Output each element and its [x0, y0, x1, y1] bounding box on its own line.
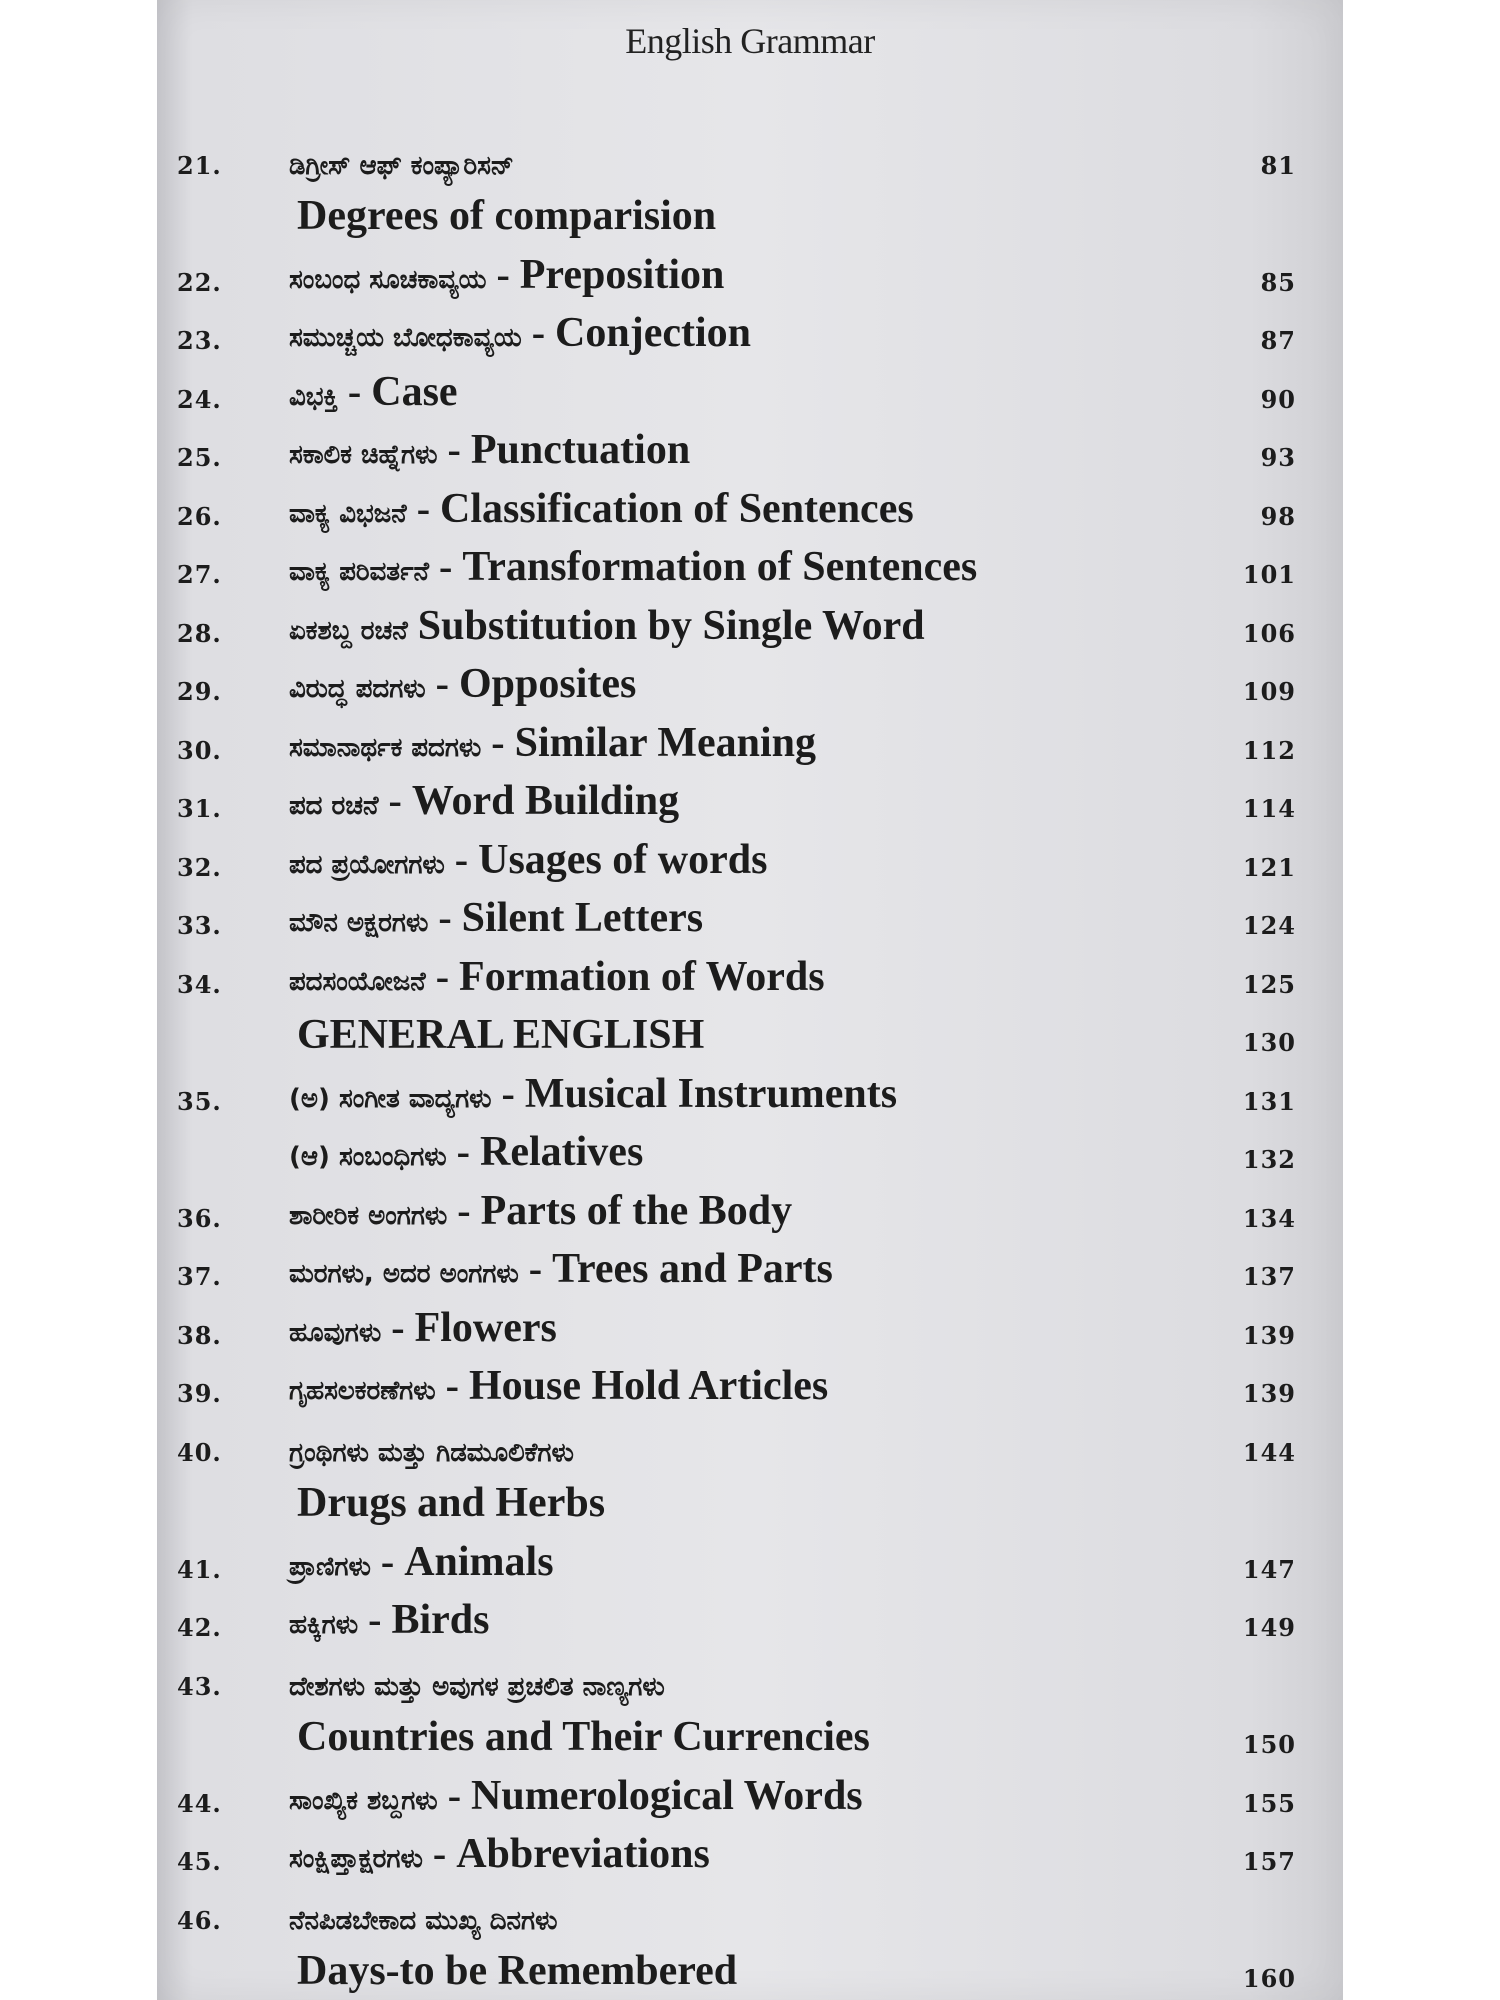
toc-entry — [157, 303, 1343, 362]
english-title: Usages of words — [478, 836, 768, 883]
toc-entry-number: 27. — [177, 560, 222, 589]
toc-entry-title — [289, 251, 724, 299]
title-separator: - — [422, 1831, 457, 1876]
toc-entry-page: 157 — [1242, 1847, 1296, 1876]
english-title: Days-to be Remembered — [297, 1948, 738, 1994]
toc-entry — [157, 946, 1343, 1005]
toc-entry-number: 31. — [177, 794, 222, 823]
toc-entry — [157, 771, 1343, 830]
toc-entry-page: 106 — [1242, 618, 1296, 648]
title-separator: - — [370, 1538, 405, 1584]
english-title: House Hold Articles — [468, 1363, 829, 1409]
toc-entry-title — [289, 1672, 665, 1703]
toc-entry-title — [289, 1187, 792, 1235]
english-title: Flowers — [414, 1304, 557, 1351]
title-separator: - — [428, 895, 462, 940]
toc-entry — [157, 1005, 1343, 1064]
toc-entry — [157, 1356, 1343, 1415]
english-title: Word Building — [411, 778, 680, 824]
toc-entry — [157, 361, 1343, 420]
page-title: English Grammar — [625, 21, 875, 61]
kannada-title: ಪದ ರಚನೆ — [289, 791, 379, 821]
title-separator: - — [435, 1363, 469, 1408]
toc-entry-title — [289, 1596, 489, 1644]
toc-entry-number: 45. — [177, 1847, 222, 1876]
toc-entry-title — [297, 1947, 737, 1995]
toc-entry — [157, 186, 1343, 245]
kannada-title: ವಾಕ್ಯ ವಿಭಜನೆ — [289, 498, 407, 529]
english-title: Opposites — [459, 661, 637, 707]
toc-entry — [157, 829, 1343, 888]
toc-entry-page: 132 — [1242, 1145, 1296, 1174]
toc-entry-page: 85 — [1260, 267, 1296, 297]
toc-entry-page: 134 — [1242, 1203, 1296, 1233]
english-title: Preposition — [519, 251, 725, 298]
kannada-title: ವಾಕ್ಯ ಪರಿವರ್ತನೆ — [289, 557, 430, 587]
toc-entry — [157, 244, 1343, 303]
toc-entry-page: 144 — [1242, 1437, 1296, 1467]
english-title: Formation of Words — [459, 953, 825, 1000]
toc-entry — [157, 1824, 1343, 1883]
english-title: Trees and Parts — [552, 1246, 833, 1292]
table-of-contents — [157, 127, 1343, 1999]
toc-entry — [157, 1297, 1343, 1356]
toc-entry-page: 124 — [1242, 911, 1296, 940]
kannada-title: ಡಿಗ್ರೀಸ್ ಆಫ್ ಕಂಪ್ಯಾರಿಸನ್ — [289, 150, 514, 181]
toc-entry-title — [297, 1713, 870, 1761]
kannada-title: ಪದ ಪ್ರಯೋಗಗಳು — [289, 849, 445, 880]
toc-entry-number: 41. — [177, 1554, 222, 1584]
kannada-title: ಪದಸಂಯೋಜನೆ — [289, 966, 426, 997]
toc-entry-number: 42. — [177, 1613, 222, 1642]
english-title: Animals — [404, 1538, 554, 1585]
toc-entry-page: 109 — [1242, 677, 1296, 706]
toc-entry-title — [289, 602, 925, 650]
kannada-title: ಸಂಕ್ಷಿಪ್ತಾಕ್ಷರಗಳು — [289, 1844, 423, 1874]
toc-entry-page: 149 — [1242, 1613, 1296, 1642]
toc-entry-title — [289, 1304, 557, 1352]
toc-entry-title — [289, 1438, 574, 1469]
toc-entry-title — [289, 719, 816, 767]
title-separator: - — [381, 1304, 415, 1350]
english-title: Parts of the Body — [480, 1187, 793, 1234]
toc-entry-title — [289, 368, 458, 416]
toc-entry — [157, 712, 1343, 771]
toc-entry-page: 155 — [1242, 1788, 1296, 1818]
toc-entry-number: 30. — [177, 735, 222, 765]
toc-entry — [157, 1063, 1343, 1122]
kannada-title: ಹಕ್ಕಿಗಳು — [289, 1610, 359, 1640]
toc-entry-page: 147 — [1242, 1554, 1296, 1584]
toc-entry-title — [297, 1479, 605, 1527]
toc-entry-page: 150 — [1242, 1730, 1296, 1759]
toc-entry-number: 46. — [177, 1905, 222, 1935]
english-title: Case — [371, 368, 458, 415]
toc-entry — [157, 1707, 1343, 1766]
toc-entry-number: 38. — [177, 1320, 222, 1350]
toc-entry-number: 43. — [177, 1671, 222, 1701]
toc-entry-number: 35. — [177, 1086, 222, 1116]
english-title: Conjection — [555, 310, 752, 356]
toc-entry — [157, 1648, 1343, 1707]
toc-entry-page: 130 — [1242, 1028, 1296, 1057]
toc-entry-title — [289, 894, 703, 942]
toc-entry-page: 112 — [1242, 735, 1296, 765]
toc-entry-title — [289, 485, 914, 533]
english-title: Countries and Their Currencies — [297, 1714, 870, 1760]
kannada-title: (ಅ) ಸಂಗೀತ ವಾದ್ಯಗಳು — [289, 1083, 492, 1114]
kannada-title: (ಆ) ಸಂಬಂಧಿಗಳು — [289, 1142, 447, 1172]
title-separator: - — [437, 427, 471, 472]
toc-entry — [157, 420, 1343, 479]
kannada-title: ನೆನಪಿಡಬೇಕಾದ ಮುಖ್ಯ ದಿನಗಳು — [289, 1905, 558, 1936]
toc-entry-title — [289, 1362, 828, 1410]
toc-entry-page: 137 — [1242, 1262, 1296, 1291]
toc-entry-title — [289, 1538, 554, 1586]
toc-entry-title — [289, 1772, 863, 1820]
toc-entry-page: 101 — [1242, 560, 1296, 589]
title-separator: - — [447, 1187, 481, 1233]
toc-entry-number: 24. — [177, 384, 222, 414]
kannada-title: ಹೂವುಗಳು — [289, 1317, 382, 1348]
toc-entry-number: 39. — [177, 1379, 222, 1408]
kannada-title: ಸಾಂಖ್ಯಿಕ ಶಬ್ದಗಳು — [289, 1785, 438, 1816]
toc-entry-title — [289, 426, 690, 474]
kannada-title: ಶಾರೀರಿಕ ಅಂಗಗಳು — [289, 1200, 448, 1231]
english-title: Substitution by Single Word — [417, 602, 925, 649]
toc-entry-page: 131 — [1242, 1086, 1296, 1116]
toc-entry — [157, 1882, 1343, 1941]
toc-entry — [157, 1590, 1343, 1649]
toc-entry-number: 40. — [177, 1437, 222, 1467]
english-title: Numerological Words — [471, 1772, 863, 1819]
toc-entry-page: 90 — [1260, 384, 1296, 414]
toc-entry-title — [289, 1245, 833, 1293]
toc-entry-title — [289, 1830, 710, 1878]
toc-entry-title — [289, 953, 825, 1001]
title-separator: - — [446, 1129, 480, 1174]
english-title: Silent Letters — [461, 895, 704, 941]
kannada-title: ಸಮುಚ್ಚಯ ಬೋಧಕಾವ್ಯಯ — [289, 323, 522, 353]
toc-entry-number: 29. — [177, 677, 222, 706]
title-separator: - — [337, 368, 372, 414]
english-title: Relatives — [480, 1129, 644, 1175]
toc-entry-title — [289, 1070, 897, 1118]
title-separator: - — [425, 661, 459, 706]
kannada-title: ವಿರುದ್ಧ ಪದಗಳು — [289, 674, 426, 704]
toc-entry — [157, 595, 1343, 654]
kannada-title: ಗೃಹಸಲಕರಣೆಗಳು — [289, 1376, 436, 1406]
toc-entry — [157, 654, 1343, 713]
toc-entry-number: 22. — [177, 267, 222, 297]
toc-entry-title — [289, 151, 514, 182]
title-separator: - — [521, 310, 556, 355]
title-separator: - — [378, 778, 412, 823]
toc-entry-title — [289, 309, 751, 357]
toc-entry-number: 33. — [177, 911, 222, 940]
kannada-title: ಗ್ರಂಥಿಗಳು ಮತ್ತು ಗಿಡಮೂಲಿಕೆಗಳು — [289, 1437, 574, 1468]
toc-entry — [157, 1941, 1343, 2000]
toc-entry-number: 28. — [177, 618, 222, 648]
toc-entry-number: 26. — [177, 501, 222, 531]
english-title: GENERAL ENGLISH — [297, 1012, 705, 1058]
toc-entry-number: 21. — [177, 150, 222, 180]
toc-entry — [157, 888, 1343, 947]
title-separator: - — [437, 1772, 472, 1818]
toc-entry — [157, 1473, 1343, 1532]
toc-entry-page: 160 — [1242, 1964, 1296, 1993]
toc-entry-page: 139 — [1242, 1320, 1296, 1350]
toc-entry-title — [297, 1011, 704, 1059]
toc-entry-page: 114 — [1242, 794, 1296, 823]
toc-entry-page: 87 — [1260, 326, 1296, 355]
kannada-title: ಸಕಾಲಿಕ ಚಿಹ್ನೆಗಳು — [289, 440, 438, 470]
toc-entry-number: 25. — [177, 443, 222, 472]
english-title: Abbreviations — [456, 1831, 710, 1877]
english-title: Similar Meaning — [514, 719, 817, 766]
toc-entry-page: 93 — [1260, 443, 1296, 472]
title-separator — [408, 603, 418, 648]
toc-entry-number: 23. — [177, 326, 222, 355]
toc-entry-number: 37. — [177, 1262, 222, 1291]
title-separator: - — [425, 953, 460, 999]
kannada-title: ಸಂಬಂಧ ಸೂಚಕಾವ್ಯಯ — [289, 264, 487, 295]
english-title: Drugs and Herbs — [297, 1480, 606, 1526]
toc-entry — [157, 1180, 1343, 1239]
toc-entry-page: 121 — [1242, 852, 1296, 882]
title-separator: - — [481, 719, 515, 765]
toc-entry — [157, 1122, 1343, 1181]
toc-entry-number: 32. — [177, 852, 222, 882]
toc-entry-number: 44. — [177, 1788, 222, 1818]
toc-entry-title — [289, 1128, 643, 1176]
title-separator: - — [491, 1070, 525, 1116]
kannada-title: ದೇಶಗಳು ಮತ್ತು ಅವುಗಳ ಪ್ರಚಲಿತ ನಾಣ್ಯಗಳು — [289, 1671, 665, 1702]
book-page — [157, 0, 1343, 2000]
title-separator: - — [429, 544, 463, 589]
toc-entry-number: 36. — [177, 1203, 222, 1233]
kannada-title: ಮೌನ ಅಕ್ಷರಗಳು — [289, 908, 429, 938]
toc-entry — [157, 537, 1343, 596]
toc-entry — [157, 1531, 1343, 1590]
english-title: Degrees of comparision — [297, 193, 717, 239]
toc-entry-number: 34. — [177, 969, 222, 999]
toc-entry-page: 98 — [1260, 501, 1296, 531]
english-title: Transformation of Sentences — [462, 544, 978, 590]
toc-entry-page: 81 — [1260, 150, 1296, 180]
title-separator: - — [406, 485, 441, 531]
english-title: Classification of Sentences — [440, 485, 914, 532]
kannada-title: ಪ್ರಾಣಿಗಳು — [289, 1551, 371, 1582]
toc-entry-title — [289, 543, 977, 591]
toc-entry-title — [289, 836, 767, 884]
kannada-title: ವಿಭಕ್ತಿ — [289, 381, 338, 412]
english-title: Birds — [391, 1597, 490, 1643]
english-title: Punctuation — [470, 427, 691, 473]
toc-entry — [157, 1239, 1343, 1298]
kannada-title: ಏಕಶಬ್ದ ರಚನೆ — [289, 615, 408, 646]
toc-entry — [157, 478, 1343, 537]
kannada-title: ಸಮಾನಾರ್ಥಕ ಪದಗಳು — [289, 732, 482, 763]
toc-entry-title — [289, 777, 679, 825]
title-separator: - — [518, 1246, 553, 1291]
english-title: Musical Instruments — [524, 1070, 898, 1117]
toc-entry — [157, 1414, 1343, 1473]
title-separator: - — [486, 251, 520, 297]
toc-entry-title — [297, 192, 716, 240]
title-separator: - — [444, 836, 479, 882]
toc-entry — [157, 127, 1343, 186]
toc-entry-page: 139 — [1242, 1379, 1296, 1408]
toc-entry-title — [289, 660, 636, 708]
toc-entry-page: 125 — [1242, 969, 1296, 999]
toc-entry — [157, 1765, 1343, 1824]
toc-entry-title — [289, 1906, 557, 1937]
title-separator: - — [358, 1597, 392, 1642]
kannada-title: ಮರಗಳು, ಅದರ ಅಂಗಗಳು — [289, 1259, 519, 1289]
